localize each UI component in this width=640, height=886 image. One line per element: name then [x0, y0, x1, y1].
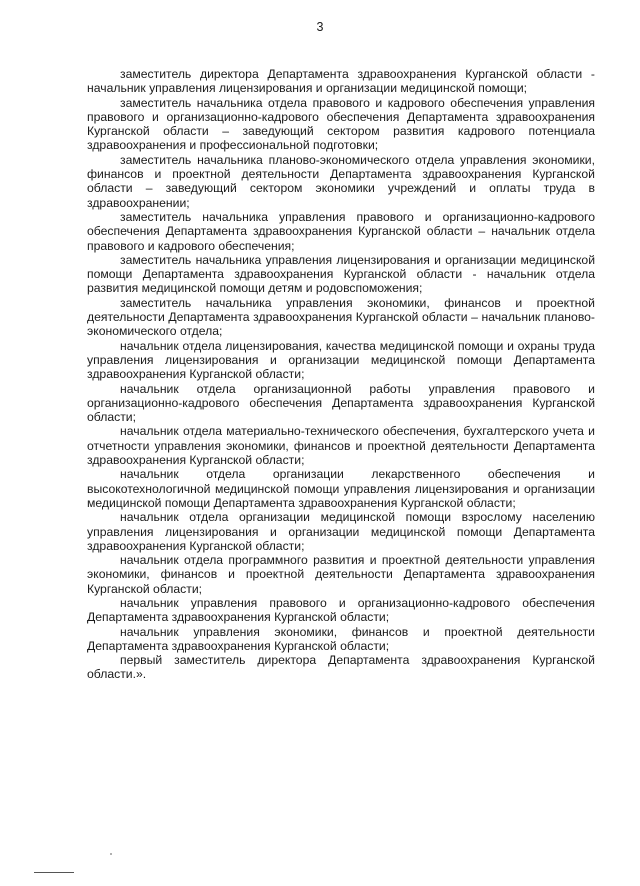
- paragraph: заместитель начальника отдела правового и кадрового обеспечения управления правового и организационно-кадрового обеспечения Департамента здравоохранения Курганской области – заведующий сектором развития кадрового потенциала здравоохранения и профессиональной подготовки;: [87, 95, 595, 153]
- document-body: [87, 67, 595, 682]
- paragraph: заместитель начальника управления экономики, финансов и проектной деятельности Департамента здравоохранения Курганской области – начальник планово-экономического отдела;: [87, 295, 595, 339]
- paragraph: начальник отдела организации лекарственного обеспечения и высокотехнологичной медицинской помощи управления лицензирования и организации медицинской помощи Департамента здравоохранения Курганской области;: [87, 467, 595, 510]
- paragraph: начальник отдела лицензирования, качества медицинской помощи и охраны труда управления лицензирования и организации медицинской помощи Департамента здравоохранения Курганской области;: [87, 338, 595, 382]
- paragraph: начальник отдела программного развития и проектной деятельности управления экономики, финансов и проектной деятельности Департамента здравоохранения Курганской области;: [87, 553, 595, 596]
- paragraph: начальник отдела организационной работы управления правового и организационно-кадрового обеспечения Департамента здравоохранения Курганской области;: [87, 381, 595, 425]
- page-number: 3: [316, 20, 324, 34]
- paragraph: заместитель директора Департамента здравоохранения Курганской области - начальник управления лицензирования и организации медицинской помощи;: [87, 67, 595, 96]
- paragraph: начальник отдела организации медицинской помощи взрослому населению управления лицензирования и организации медицинской помощи Департамента здравоохранения Курганской области;: [87, 510, 595, 553]
- paragraph: заместитель начальника планово-экономического отдела управления экономики, финансов и проектной деятельности Департамента здравоохранения Курганской области – заведующий сектором экономики учреждений и оплаты труда в здравоохранении;: [87, 152, 595, 210]
- paragraph: заместитель начальника управления правового и организационно-кадрового обеспечения Департамента здравоохранения Курганской области – начальник отдела правового и кадрового обеспечения;: [87, 209, 595, 253]
- scan-speck: [110, 853, 112, 855]
- paragraph: начальник управления правового и организационно-кадрового обеспечения Департамента здравоохранения Курганской области;: [87, 595, 595, 625]
- paragraph: заместитель начальника управления лицензирования и организации медицинской помощи Департамента здравоохранения Курганской области - начальник отдела развития медицинской помощи детям и родовспоможения;: [87, 252, 595, 296]
- footer-rule: [34, 872, 74, 873]
- paragraph: начальник отдела материально-технического обеспечения, бухгалтерского учета и отчетности управления экономики, финансов и проектной деятельности Департамента здравоохранения Курганской области;: [87, 424, 595, 468]
- paragraph: начальник управления экономики, финансов и проектной деятельности Департамента здравоохранения Курганской области;: [87, 624, 595, 653]
- paragraph: первый заместитель директора Департамента здравоохранения Курганской области.».: [87, 653, 595, 682]
